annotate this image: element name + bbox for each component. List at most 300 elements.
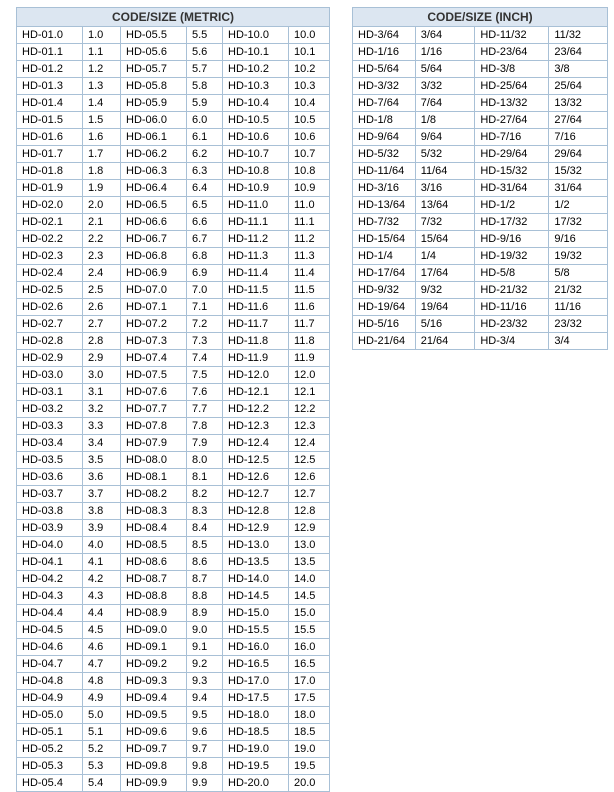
table-row bbox=[17, 231, 330, 248]
size-cell: 5/32 bbox=[415, 146, 475, 163]
code-cell: HD-09.7 bbox=[121, 741, 187, 758]
code-cell: HD-5/32 bbox=[353, 146, 416, 163]
size-cell: 1/16 bbox=[415, 44, 475, 61]
table-row bbox=[353, 333, 608, 350]
size-cell: 29/64 bbox=[549, 146, 608, 163]
size-cell: 3/4 bbox=[549, 333, 608, 350]
size-cell: 4.3 bbox=[83, 588, 121, 605]
code-cell: HD-06.9 bbox=[121, 265, 187, 282]
code-cell: HD-01.8 bbox=[17, 163, 83, 180]
size-cell: 7.9 bbox=[187, 435, 223, 452]
size-cell: 2.4 bbox=[83, 265, 121, 282]
code-cell: HD-07.8 bbox=[121, 418, 187, 435]
code-cell: HD-1/16 bbox=[353, 44, 416, 61]
table-row bbox=[353, 265, 608, 282]
size-cell: 2.7 bbox=[83, 316, 121, 333]
size-cell: 6.1 bbox=[187, 129, 223, 146]
code-cell: HD-13.5 bbox=[223, 554, 289, 571]
size-cell: 12.1 bbox=[289, 384, 330, 401]
size-cell: 11.0 bbox=[289, 197, 330, 214]
table-row bbox=[17, 78, 330, 95]
table-row bbox=[17, 622, 330, 639]
table-row bbox=[353, 129, 608, 146]
size-cell: 5.8 bbox=[187, 78, 223, 95]
code-cell: HD-09.0 bbox=[121, 622, 187, 639]
code-cell: HD-25/64 bbox=[475, 78, 549, 95]
code-cell: HD-02.6 bbox=[17, 299, 83, 316]
code-cell: HD-03.3 bbox=[17, 418, 83, 435]
size-cell: 7/64 bbox=[415, 95, 475, 112]
code-cell: HD-07.1 bbox=[121, 299, 187, 316]
code-cell: HD-06.2 bbox=[121, 146, 187, 163]
size-cell: 15.0 bbox=[289, 605, 330, 622]
size-cell: 5.9 bbox=[187, 95, 223, 112]
size-cell: 7.1 bbox=[187, 299, 223, 316]
size-cell: 11.3 bbox=[289, 248, 330, 265]
size-cell: 6.9 bbox=[187, 265, 223, 282]
code-cell: HD-06.3 bbox=[121, 163, 187, 180]
size-cell: 5.3 bbox=[83, 758, 121, 775]
size-cell: 8.0 bbox=[187, 452, 223, 469]
code-cell: HD-05.4 bbox=[17, 775, 83, 792]
size-cell: 1.4 bbox=[83, 95, 121, 112]
size-cell: 3/32 bbox=[415, 78, 475, 95]
code-cell: HD-11.1 bbox=[223, 214, 289, 231]
size-cell: 9.0 bbox=[187, 622, 223, 639]
code-cell: HD-06.4 bbox=[121, 180, 187, 197]
size-cell: 12.0 bbox=[289, 367, 330, 384]
code-cell: HD-01.6 bbox=[17, 129, 83, 146]
size-cell: 5.7 bbox=[187, 61, 223, 78]
table-row bbox=[17, 588, 330, 605]
size-cell: 2.2 bbox=[83, 231, 121, 248]
size-cell: 6.3 bbox=[187, 163, 223, 180]
table-row bbox=[353, 282, 608, 299]
table-row bbox=[17, 520, 330, 537]
size-cell: 5/16 bbox=[415, 316, 475, 333]
code-cell: HD-10.8 bbox=[223, 163, 289, 180]
size-cell: 1.6 bbox=[83, 129, 121, 146]
size-cell: 18.5 bbox=[289, 724, 330, 741]
size-cell: 17/32 bbox=[549, 214, 608, 231]
size-cell: 9.7 bbox=[187, 741, 223, 758]
code-cell: HD-10.1 bbox=[223, 44, 289, 61]
code-cell: HD-05.7 bbox=[121, 61, 187, 78]
code-cell: HD-06.8 bbox=[121, 248, 187, 265]
size-cell: 9/32 bbox=[415, 282, 475, 299]
table-row bbox=[17, 435, 330, 452]
code-cell: HD-13.0 bbox=[223, 537, 289, 554]
size-cell: 12.7 bbox=[289, 486, 330, 503]
size-cell: 15/32 bbox=[549, 163, 608, 180]
code-cell: HD-02.3 bbox=[17, 248, 83, 265]
size-cell: 1/2 bbox=[549, 197, 608, 214]
code-cell: HD-09.6 bbox=[121, 724, 187, 741]
size-cell: 2.8 bbox=[83, 333, 121, 350]
table-row bbox=[353, 146, 608, 163]
table-row bbox=[17, 571, 330, 588]
size-cell: 7/16 bbox=[549, 129, 608, 146]
size-cell: 1/8 bbox=[415, 112, 475, 129]
code-cell: HD-04.1 bbox=[17, 554, 83, 571]
size-cell: 7.5 bbox=[187, 367, 223, 384]
code-cell: HD-04.6 bbox=[17, 639, 83, 656]
code-cell: HD-08.7 bbox=[121, 571, 187, 588]
table-row bbox=[17, 690, 330, 707]
size-cell: 4.8 bbox=[83, 673, 121, 690]
code-cell: HD-07.6 bbox=[121, 384, 187, 401]
code-cell: HD-11.4 bbox=[223, 265, 289, 282]
size-cell: 2.5 bbox=[83, 282, 121, 299]
code-cell: HD-10.0 bbox=[223, 27, 289, 44]
size-cell: 9/16 bbox=[549, 231, 608, 248]
size-cell: 27/64 bbox=[549, 112, 608, 129]
code-cell: HD-04.9 bbox=[17, 690, 83, 707]
size-cell: 1.2 bbox=[83, 61, 121, 78]
size-cell: 6.4 bbox=[187, 180, 223, 197]
code-cell: HD-03.4 bbox=[17, 435, 83, 452]
size-cell: 2.1 bbox=[83, 214, 121, 231]
metric-size-table bbox=[16, 7, 330, 792]
table-row bbox=[17, 61, 330, 78]
code-cell: HD-04.2 bbox=[17, 571, 83, 588]
code-cell: HD-05.1 bbox=[17, 724, 83, 741]
size-cell: 1.7 bbox=[83, 146, 121, 163]
code-cell: HD-07.9 bbox=[121, 435, 187, 452]
code-cell: HD-3/32 bbox=[353, 78, 416, 95]
size-cell: 5.4 bbox=[83, 775, 121, 792]
size-cell: 7.2 bbox=[187, 316, 223, 333]
size-cell: 2.6 bbox=[83, 299, 121, 316]
code-cell: HD-17.0 bbox=[223, 673, 289, 690]
code-cell: HD-1/2 bbox=[475, 197, 549, 214]
table-row bbox=[17, 537, 330, 554]
code-cell: HD-09.3 bbox=[121, 673, 187, 690]
code-cell: HD-03.8 bbox=[17, 503, 83, 520]
size-cell: 7.8 bbox=[187, 418, 223, 435]
table-row bbox=[17, 401, 330, 418]
code-cell: HD-17/64 bbox=[353, 265, 416, 282]
code-cell: HD-05.2 bbox=[17, 741, 83, 758]
size-cell: 3.1 bbox=[83, 384, 121, 401]
code-cell: HD-10.9 bbox=[223, 180, 289, 197]
size-cell: 17.5 bbox=[289, 690, 330, 707]
table-row bbox=[353, 214, 608, 231]
size-cell: 5.0 bbox=[83, 707, 121, 724]
code-cell: HD-08.4 bbox=[121, 520, 187, 537]
size-cell: 12.5 bbox=[289, 452, 330, 469]
table-row bbox=[353, 95, 608, 112]
table-row bbox=[17, 214, 330, 231]
table-row bbox=[17, 316, 330, 333]
table-row bbox=[353, 197, 608, 214]
code-cell: HD-12.3 bbox=[223, 418, 289, 435]
size-cell: 9.3 bbox=[187, 673, 223, 690]
size-cell: 13.0 bbox=[289, 537, 330, 554]
size-cell: 2.0 bbox=[83, 197, 121, 214]
size-cell: 3/16 bbox=[415, 180, 475, 197]
size-cell: 7/32 bbox=[415, 214, 475, 231]
size-cell: 11.9 bbox=[289, 350, 330, 367]
size-cell: 11/32 bbox=[549, 27, 608, 44]
size-cell: 6.0 bbox=[187, 112, 223, 129]
code-cell: HD-11.3 bbox=[223, 248, 289, 265]
table-row bbox=[17, 163, 330, 180]
size-cell: 1.0 bbox=[83, 27, 121, 44]
size-cell: 7.0 bbox=[187, 282, 223, 299]
size-cell: 2.9 bbox=[83, 350, 121, 367]
code-cell: HD-09.8 bbox=[121, 758, 187, 775]
table-row bbox=[353, 180, 608, 197]
size-cell: 31/64 bbox=[549, 180, 608, 197]
code-cell: HD-01.4 bbox=[17, 95, 83, 112]
table-row bbox=[17, 146, 330, 163]
code-cell: HD-07.0 bbox=[121, 282, 187, 299]
code-cell: HD-08.6 bbox=[121, 554, 187, 571]
size-cell: 16.5 bbox=[289, 656, 330, 673]
code-cell: HD-05.8 bbox=[121, 78, 187, 95]
code-cell: HD-11.6 bbox=[223, 299, 289, 316]
size-cell: 18.0 bbox=[289, 707, 330, 724]
size-cell: 11/16 bbox=[549, 299, 608, 316]
table-row bbox=[17, 44, 330, 61]
code-cell: HD-9/32 bbox=[353, 282, 416, 299]
table-row bbox=[353, 78, 608, 95]
code-cell: HD-17.5 bbox=[223, 690, 289, 707]
code-cell: HD-03.5 bbox=[17, 452, 83, 469]
code-cell: HD-11.9 bbox=[223, 350, 289, 367]
code-cell: HD-23/32 bbox=[475, 316, 549, 333]
code-cell: HD-11/32 bbox=[475, 27, 549, 44]
table-row bbox=[353, 316, 608, 333]
size-cell: 5.5 bbox=[187, 27, 223, 44]
table-row bbox=[17, 129, 330, 146]
table-row bbox=[17, 639, 330, 656]
table-row bbox=[353, 163, 608, 180]
size-cell: 10.6 bbox=[289, 129, 330, 146]
code-cell: HD-06.5 bbox=[121, 197, 187, 214]
table-row bbox=[17, 554, 330, 571]
code-cell: HD-05.6 bbox=[121, 44, 187, 61]
code-cell: HD-09.5 bbox=[121, 707, 187, 724]
code-cell: HD-15/64 bbox=[353, 231, 416, 248]
size-cell: 6.5 bbox=[187, 197, 223, 214]
code-cell: HD-7/64 bbox=[353, 95, 416, 112]
code-cell: HD-1/4 bbox=[353, 248, 416, 265]
size-cell: 6.8 bbox=[187, 248, 223, 265]
size-cell: 10.7 bbox=[289, 146, 330, 163]
table-row bbox=[17, 656, 330, 673]
table-row bbox=[17, 775, 330, 792]
table-row bbox=[17, 299, 330, 316]
size-cell: 6.7 bbox=[187, 231, 223, 248]
code-cell: HD-02.5 bbox=[17, 282, 83, 299]
code-cell: HD-09.1 bbox=[121, 639, 187, 656]
size-cell: 3.6 bbox=[83, 469, 121, 486]
code-cell: HD-14.0 bbox=[223, 571, 289, 588]
code-cell: HD-12.8 bbox=[223, 503, 289, 520]
code-cell: HD-09.2 bbox=[121, 656, 187, 673]
size-cell: 15.5 bbox=[289, 622, 330, 639]
table-row bbox=[17, 758, 330, 775]
size-cell: 17.0 bbox=[289, 673, 330, 690]
code-cell: HD-3/8 bbox=[475, 61, 549, 78]
code-cell: HD-10.4 bbox=[223, 95, 289, 112]
size-cell: 9/64 bbox=[415, 129, 475, 146]
code-cell: HD-07.5 bbox=[121, 367, 187, 384]
size-cell: 1.9 bbox=[83, 180, 121, 197]
size-cell: 8.9 bbox=[187, 605, 223, 622]
table-row bbox=[17, 707, 330, 724]
size-cell: 12.3 bbox=[289, 418, 330, 435]
code-cell: HD-03.2 bbox=[17, 401, 83, 418]
size-cell: 12.2 bbox=[289, 401, 330, 418]
code-cell: HD-04.4 bbox=[17, 605, 83, 622]
code-cell: HD-04.8 bbox=[17, 673, 83, 690]
table-row bbox=[17, 112, 330, 129]
size-cell: 9.2 bbox=[187, 656, 223, 673]
size-cell: 9.1 bbox=[187, 639, 223, 656]
table-row bbox=[17, 367, 330, 384]
table-row bbox=[17, 265, 330, 282]
code-cell: HD-01.2 bbox=[17, 61, 83, 78]
code-cell: HD-7/32 bbox=[353, 214, 416, 231]
size-cell: 12.4 bbox=[289, 435, 330, 452]
code-cell: HD-02.0 bbox=[17, 197, 83, 214]
code-cell: HD-06.1 bbox=[121, 129, 187, 146]
table-row bbox=[17, 384, 330, 401]
inch-table-body bbox=[353, 27, 608, 350]
code-cell: HD-07.3 bbox=[121, 333, 187, 350]
code-cell: HD-09.9 bbox=[121, 775, 187, 792]
size-cell: 20.0 bbox=[289, 775, 330, 792]
code-cell: HD-5/64 bbox=[353, 61, 416, 78]
code-cell: HD-10.7 bbox=[223, 146, 289, 163]
table-row bbox=[17, 673, 330, 690]
code-cell: HD-11.7 bbox=[223, 316, 289, 333]
size-cell: 1.5 bbox=[83, 112, 121, 129]
size-cell: 3.4 bbox=[83, 435, 121, 452]
code-cell: HD-01.1 bbox=[17, 44, 83, 61]
size-cell: 11.6 bbox=[289, 299, 330, 316]
size-cell: 9.4 bbox=[187, 690, 223, 707]
size-cell: 21/32 bbox=[549, 282, 608, 299]
size-cell: 23/64 bbox=[549, 44, 608, 61]
code-cell: HD-18.5 bbox=[223, 724, 289, 741]
table-row bbox=[17, 452, 330, 469]
size-cell: 1/4 bbox=[415, 248, 475, 265]
code-cell: HD-19.5 bbox=[223, 758, 289, 775]
code-cell: HD-16.0 bbox=[223, 639, 289, 656]
table-row bbox=[353, 299, 608, 316]
size-cell: 7.3 bbox=[187, 333, 223, 350]
size-cell: 10.1 bbox=[289, 44, 330, 61]
metric-table-title: CODE/SIZE (METRIC) bbox=[17, 8, 330, 27]
table-row bbox=[17, 180, 330, 197]
code-cell: HD-15.0 bbox=[223, 605, 289, 622]
code-cell: HD-08.3 bbox=[121, 503, 187, 520]
size-cell: 4.2 bbox=[83, 571, 121, 588]
size-cell: 8.2 bbox=[187, 486, 223, 503]
code-cell: HD-3/64 bbox=[353, 27, 416, 44]
size-cell: 10.2 bbox=[289, 61, 330, 78]
size-cell: 7.7 bbox=[187, 401, 223, 418]
code-cell: HD-11/16 bbox=[475, 299, 549, 316]
code-cell: HD-01.7 bbox=[17, 146, 83, 163]
code-cell: HD-11.0 bbox=[223, 197, 289, 214]
table-row bbox=[17, 27, 330, 44]
table-row bbox=[17, 350, 330, 367]
code-cell: HD-15/32 bbox=[475, 163, 549, 180]
code-cell: HD-14.5 bbox=[223, 588, 289, 605]
table-row bbox=[17, 333, 330, 350]
table-row bbox=[353, 61, 608, 78]
code-cell: HD-3/16 bbox=[353, 180, 416, 197]
size-cell: 12.8 bbox=[289, 503, 330, 520]
code-cell: HD-01.5 bbox=[17, 112, 83, 129]
code-cell: HD-07.2 bbox=[121, 316, 187, 333]
code-cell: HD-3/4 bbox=[475, 333, 549, 350]
table-row bbox=[17, 486, 330, 503]
table-row bbox=[353, 231, 608, 248]
size-cell: 11.1 bbox=[289, 214, 330, 231]
code-cell: HD-21/64 bbox=[353, 333, 416, 350]
size-cell: 8.8 bbox=[187, 588, 223, 605]
code-cell: HD-05.0 bbox=[17, 707, 83, 724]
size-cell: 8.3 bbox=[187, 503, 223, 520]
size-cell: 1.1 bbox=[83, 44, 121, 61]
code-cell: HD-04.0 bbox=[17, 537, 83, 554]
size-cell: 8.7 bbox=[187, 571, 223, 588]
code-cell: HD-17/32 bbox=[475, 214, 549, 231]
size-cell: 11.5 bbox=[289, 282, 330, 299]
code-cell: HD-18.0 bbox=[223, 707, 289, 724]
size-cell: 3/64 bbox=[415, 27, 475, 44]
code-cell: HD-08.8 bbox=[121, 588, 187, 605]
size-cell: 21/64 bbox=[415, 333, 475, 350]
size-cell: 3.5 bbox=[83, 452, 121, 469]
size-cell: 11.8 bbox=[289, 333, 330, 350]
table-row bbox=[17, 724, 330, 741]
size-cell: 15/64 bbox=[415, 231, 475, 248]
code-cell: HD-12.5 bbox=[223, 452, 289, 469]
table-row bbox=[353, 248, 608, 265]
code-cell: HD-05.5 bbox=[121, 27, 187, 44]
code-cell: HD-11.8 bbox=[223, 333, 289, 350]
code-cell: HD-03.7 bbox=[17, 486, 83, 503]
code-cell: HD-1/8 bbox=[353, 112, 416, 129]
code-cell: HD-02.1 bbox=[17, 214, 83, 231]
size-cell: 3.0 bbox=[83, 367, 121, 384]
size-cell: 10.4 bbox=[289, 95, 330, 112]
size-cell: 8.4 bbox=[187, 520, 223, 537]
table-row bbox=[17, 469, 330, 486]
size-cell: 8.6 bbox=[187, 554, 223, 571]
code-cell: HD-08.5 bbox=[121, 537, 187, 554]
code-cell: HD-19/64 bbox=[353, 299, 416, 316]
code-cell: HD-12.6 bbox=[223, 469, 289, 486]
table-row bbox=[17, 418, 330, 435]
code-cell: HD-9/64 bbox=[353, 129, 416, 146]
code-cell: HD-10.5 bbox=[223, 112, 289, 129]
table-row bbox=[17, 605, 330, 622]
code-cell: HD-13/32 bbox=[475, 95, 549, 112]
size-cell: 19/32 bbox=[549, 248, 608, 265]
size-cell: 19/64 bbox=[415, 299, 475, 316]
code-cell: HD-12.2 bbox=[223, 401, 289, 418]
size-cell: 11/64 bbox=[415, 163, 475, 180]
code-cell: HD-12.1 bbox=[223, 384, 289, 401]
